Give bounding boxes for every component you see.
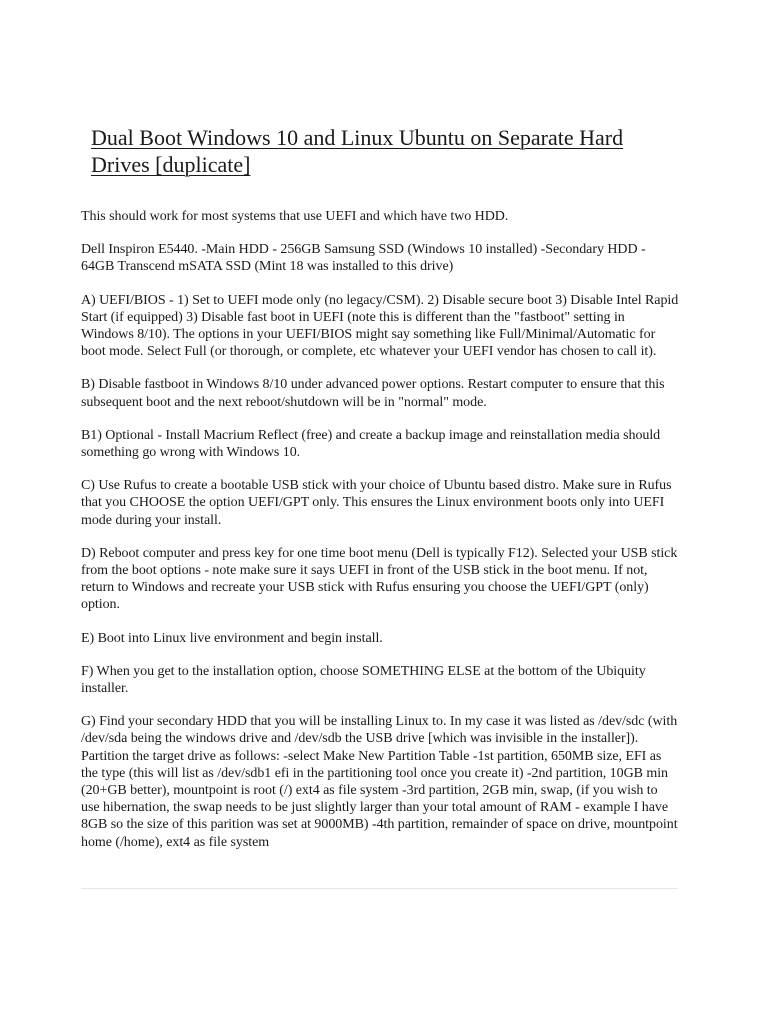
paragraph-step-f: F) When you get to the installation option, choose SOMETHING ELSE at the bottom of the Ubiquity installer.: [81, 663, 646, 697]
paragraph-step-e: E) Boot into Linux live environment and begin install.: [81, 630, 383, 646]
paragraph-step-c: C) Use Rufus to create a bootable USB stick with your choice of Ubuntu based distro. Make sure in Rufus that you CHOOSE the option UEFI/GPT only. This ensures the Linux environment boots only into UEFI mode during your install.: [81, 478, 672, 528]
post-body: [81, 208, 679, 851]
post-title: Dual Boot Windows 10 and Linux Ubuntu on Separate Hard Drives [duplicate]: [91, 125, 624, 177]
paragraph-step-d: D) Reboot computer and press key for one time boot menu (Dell is typically F12). Selected your USB stick from the boot options - note make sure it says UEFI in front of the USB stick in the boot menu. If not, return to Windows and recreate your USB stick with Rufus ensuring you choose the UEFI/GPT (only) option.: [81, 545, 678, 613]
paragraph-step-a: A) UEFI/BIOS - 1) Set to UEFI mode only (no legacy/CSM). 2) Disable secure boot 3) Disable Intel Rapid Start (if equipped) 3) Disable fast boot in UEFI (note this is different than the "fastboot" setting in Windows 8/10). The options in your UEFI/BIOS might say something like Full/Minimal/Automatic for boot mode. Select Full (or thorough, or complete, etc whatever your UEFI vendor has chosen to call it).: [81, 292, 679, 360]
paragraph-step-b: B) Disable fastboot in Windows 8/10 under advanced power options. Restart computer to ensure that this subsequent boot and the next reboot/shutdown will be in "normal" mode.: [81, 377, 665, 410]
paragraph-step-g: G) Find your secondary HDD that you will be installing Linux to. In my case it was listed as /dev/sdc (with /dev/sda being the windows drive and /dev/sdb the USB drive [which was invisible in the installer]). Partition the target drive as follows: -select Make New Partition Table -1st partition, 650MB size, EFI as the type (this will list as /dev/sdb1 efi in the partitioning tool once you create it) -2nd partition, 10GB min (20+GB better), mountpoint is root (/) ext4 as file system -3rd partition, 2GB min, swap, (if you wish to use hibernation, the swap needs to be just slightly larger than your total amount of RAM - example I have 8GB so the size of this parition was set at 9000MB) -4th partition, remainder of space on drive, mountpoint home (/home), ext4 as file system: [81, 714, 678, 850]
bottom-divider: [81, 888, 678, 889]
paragraph-intro: This should work for most systems that use UEFI and which have two HDD.: [81, 209, 509, 224]
paragraph-step-b1: B1) Optional - Install Macrium Reflect (free) and create a backup image and reinstallation media should something go wrong with Windows 10.: [81, 427, 661, 461]
document-page: [81, 124, 679, 867]
paragraph-hardware: Dell Inspiron E5440. -Main HDD - 256GB Samsung SSD (Windows 10 installed) -Secondary HDD - 64GB Transcend mSATA SSD (Mint 18 was installed to this drive): [81, 242, 646, 275]
